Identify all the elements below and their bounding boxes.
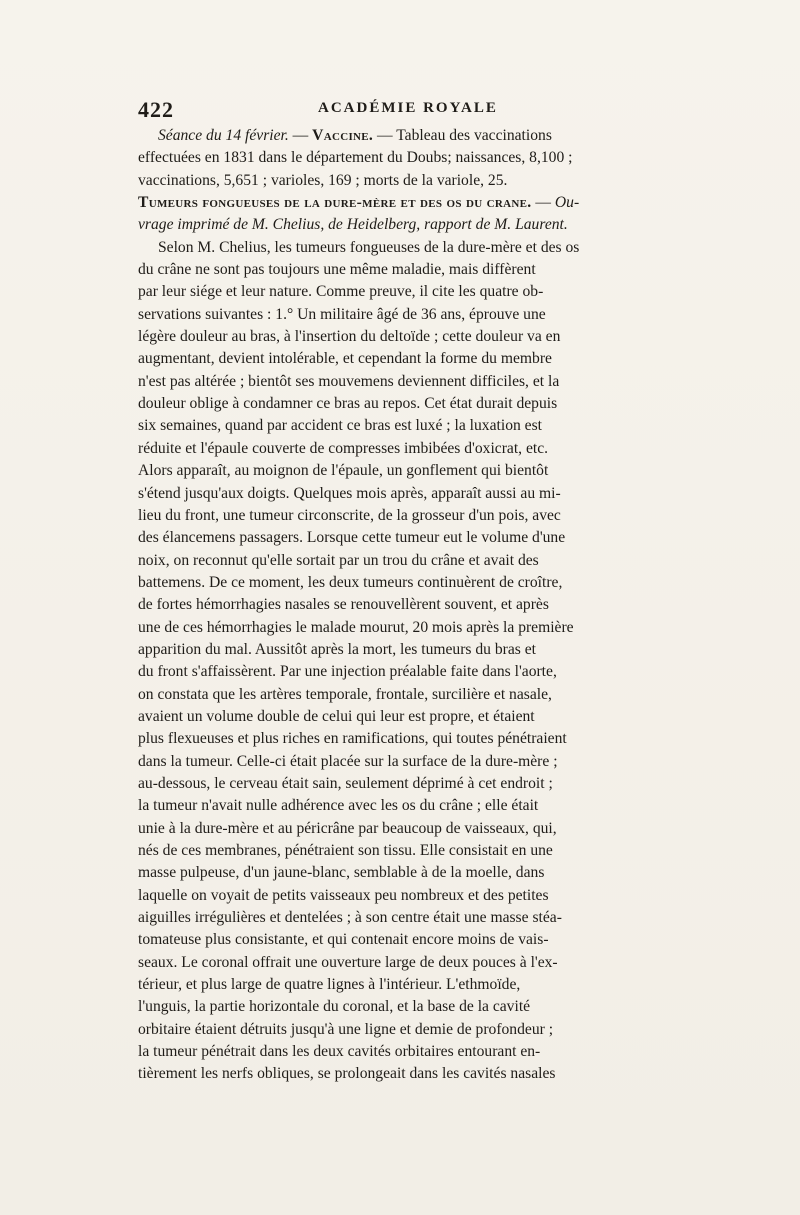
text-line	[138, 237, 660, 259]
text-line	[138, 885, 660, 907]
text-line	[138, 751, 660, 773]
text-line	[138, 304, 660, 326]
text-run: servations suivantes : 1.° Un militaire âgé de 36 ans, éprouve une	[138, 305, 546, 323]
text-run: Alors apparaît, au moignon de l'épaule, un gonflement qui bientôt	[138, 462, 549, 480]
text-line	[138, 706, 660, 728]
text-run: seaux. Le coronal offrait une ouverture large de deux pouces à l'ex-	[138, 953, 558, 971]
text-line	[138, 1063, 660, 1085]
text-run: vaccinations, 5,651 ; varioles, 169 ; morts de la variole, 25.	[138, 171, 508, 189]
text-run: s'étend jusqu'aux doigts. Quelques mois après, apparaît aussi au mi-	[138, 484, 561, 502]
text-line	[138, 147, 660, 169]
text-line	[138, 907, 660, 929]
text-run: une de ces hémorrhagies le malade mourut, 20 mois après la première	[138, 618, 574, 636]
text-line	[138, 483, 660, 505]
text-run: — Tableau des vaccinations	[373, 127, 552, 144]
text-line	[138, 952, 660, 974]
page-number: 422	[138, 97, 174, 122]
text-run: du crâne ne sont pas toujours une même maladie, mais diffèrent	[138, 261, 536, 279]
text-run: unie à la dure-mère et au péricrâne par beaucoup de vaisseaux, qui,	[138, 819, 557, 837]
italic-text: vrage imprimé de M. Chelius, de Heidelberg, rapport de M. Laurent.	[138, 216, 568, 234]
text-run: douleur oblige à condamner ce bras au repos. Cet état durait depuis	[138, 395, 558, 413]
text-run: laquelle on voyait de petits vaisseaux peu nombreux et des petites	[138, 886, 549, 904]
text-line	[138, 214, 660, 236]
text-run: Selon M. Chelius, les tumeurs fongueuses de la dure-mère et des os	[158, 238, 580, 256]
text-line	[138, 795, 660, 817]
text-line	[138, 996, 660, 1018]
text-run: masse pulpeuse, d'un jaune-blanc, semblable à de la moelle, dans	[138, 864, 545, 882]
italic-text: Séance du 14 février.	[158, 127, 289, 144]
text-line	[138, 125, 660, 147]
text-run: —	[531, 194, 555, 212]
text-line	[138, 326, 660, 348]
text-run: battemens. De ce moment, les deux tumeurs continuèrent de croître,	[138, 573, 563, 591]
text-run: apparition du mal. Aussitôt après la mort, les tumeurs du bras et	[138, 640, 536, 658]
text-line	[138, 617, 660, 639]
text-line	[138, 974, 660, 996]
small-caps-heading: Vaccine.	[312, 127, 374, 144]
text-run: augmentant, devient intolérable, et cependant la forme du membre	[138, 350, 552, 368]
text-run: tièrement les nerfs obliques, se prolongeait dans les cavités nasales	[138, 1065, 556, 1083]
text-run: l'unguis, la partie horizontale du coronal, et la base de la cavité	[138, 998, 531, 1016]
text-run: la tumeur n'avait nulle adhérence avec les os du crâne ; elle était	[138, 797, 539, 815]
text-line	[138, 639, 660, 661]
text-run: nés de ces membranes, pénétraient son tissu. Elle consistait en une	[138, 842, 553, 859]
text-line	[138, 929, 660, 951]
text-line	[138, 773, 660, 795]
text-run: de fortes hémorrhagies nasales se renouvellèrent souvent, et après	[138, 596, 549, 614]
text-run: plus flexueuses et plus riches en ramifications, qui toutes pénétraient	[138, 730, 567, 748]
text-line	[138, 438, 660, 460]
text-line	[138, 393, 660, 415]
text-run: —	[288, 127, 313, 144]
text-run: par leur siége et leur nature. Comme preuve, il cite les quatre ob-	[138, 283, 544, 301]
text-line	[138, 170, 660, 192]
text-line	[138, 371, 660, 393]
text-line	[138, 550, 660, 572]
text-line	[138, 460, 660, 482]
text-line	[138, 1041, 660, 1063]
text-run: lieu du front, une tumeur circonscrite, de la grosseur d'un pois, avec	[138, 506, 561, 524]
text-line	[138, 684, 660, 706]
text-run: orbitaire étaient détruits jusqu'à une ligne et demie de profondeur ;	[138, 1020, 554, 1038]
text-run: six semaines, quand par accident ce bras est luxé ; la luxation est	[138, 417, 543, 435]
small-caps-heading: Tumeurs fongueuses de la dure-mère et des os du crane.	[138, 194, 532, 212]
text-run: n'est pas altérée ; bientôt ses mouvemens deviennent difficiles, et la	[138, 372, 560, 390]
text-line	[138, 818, 660, 840]
text-run: tomateuse plus consistante, et qui contenait encore moins de vais-	[138, 931, 549, 949]
italic-text: Ou-	[554, 194, 580, 212]
text-run: térieur, et plus large de quatre lignes à l'intérieur. L'ethmoïde,	[138, 976, 521, 994]
running-title: ACADÉMIE ROYALE	[318, 100, 498, 116]
text-run: au-dessous, le cerveau était sain, seulement déprimé à cet endroit ;	[138, 774, 553, 792]
text-line	[138, 661, 660, 683]
text-run: légère douleur au bras, à l'insertion du deltoïde ; cette douleur va en	[138, 328, 561, 346]
text-line	[138, 1019, 660, 1041]
text-run: des élancemens passagers. Lorsque cette tumeur eut le volume d'une	[138, 529, 566, 547]
text-run: dans la tumeur. Celle-ci était placée sur la surface de la dure-mère ;	[138, 752, 558, 770]
text-line	[138, 572, 660, 594]
text-line	[138, 594, 660, 616]
text-line	[138, 505, 660, 527]
body-text	[138, 125, 660, 1086]
text-line	[138, 862, 660, 884]
text-run: du front s'affaissèrent. Par une injection préalable faite dans l'aorte,	[138, 663, 557, 681]
text-run: avaient un volume double de celui qui leur est propre, et étaient	[138, 707, 535, 725]
text-line	[138, 728, 660, 750]
text-line	[138, 192, 660, 214]
text-line	[138, 348, 660, 370]
text-line	[138, 527, 660, 549]
text-run: réduite et l'épaule couverte de compresses imbibées d'oxicrat, etc.	[138, 439, 549, 457]
running-head	[138, 97, 658, 123]
text-run: aiguilles irrégulières et dentelées ; à son centre était une masse stéa-	[138, 909, 562, 927]
text-line	[138, 259, 660, 281]
text-line	[138, 281, 660, 303]
text-line	[138, 840, 660, 862]
text-run: noix, on reconnut qu'elle sortait par un trou du crâne et avait des	[138, 551, 539, 569]
text-line	[138, 415, 660, 437]
text-run: on constata que les artères temporale, frontale, surcilière et nasale,	[138, 685, 552, 703]
text-run: la tumeur pénétrait dans les deux cavités orbitaires entourant en-	[138, 1043, 541, 1061]
text-run: effectuées en 1831 dans le département du Doubs; naissances, 8,100 ;	[138, 149, 573, 167]
